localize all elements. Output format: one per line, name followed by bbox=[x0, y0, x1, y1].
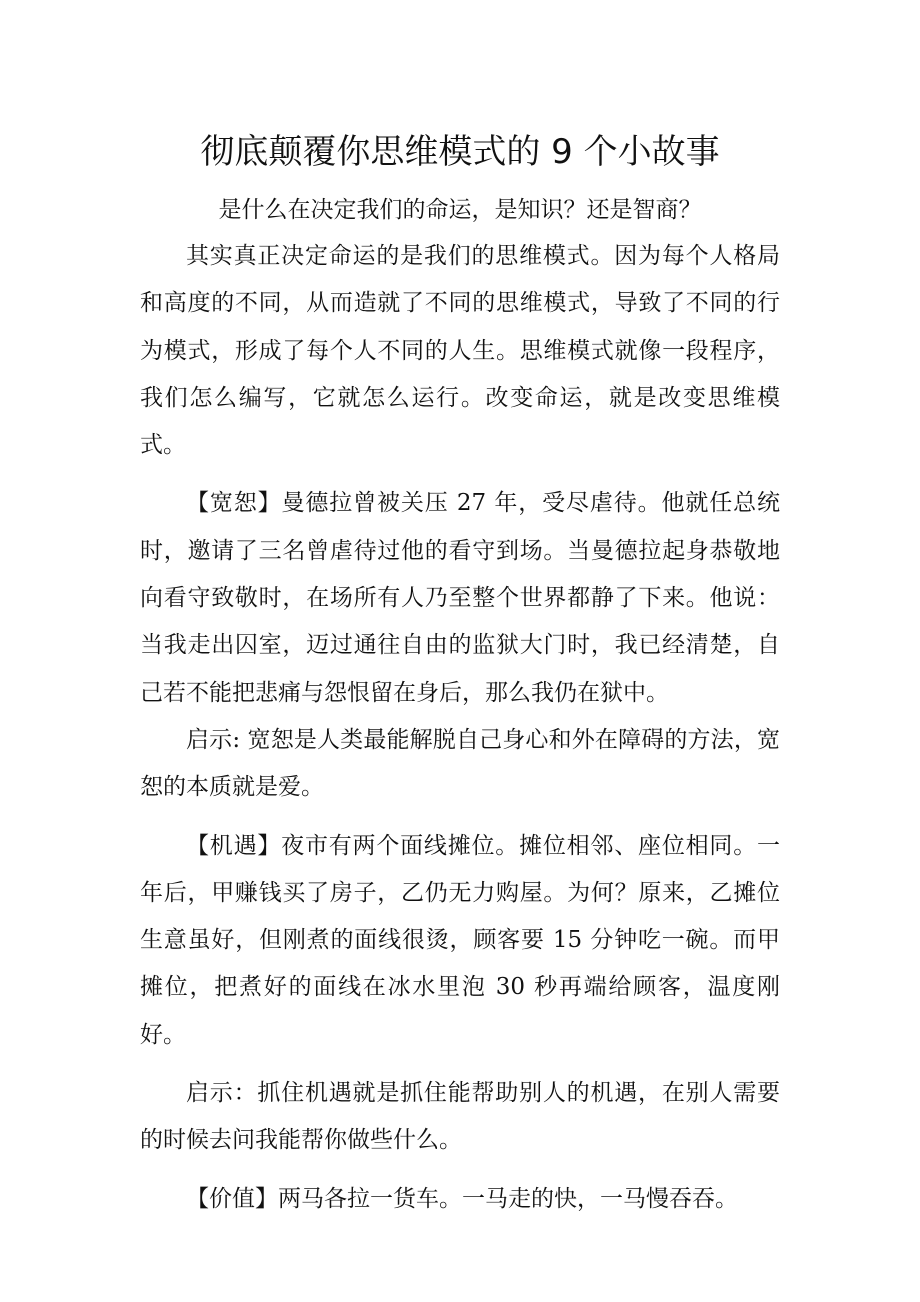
document-body bbox=[140, 233, 780, 1223]
paragraph-opportunity-lesson: 启示：抓住机遇就是抓住能帮助别人的机遇，在别人需要的时候去问我能帮你做些什么。 bbox=[140, 1080, 780, 1154]
paragraph-forgiveness-story: 【宽恕】曼德拉曾被关压 27 年，受尽虐待。他就任总统时，邀请了三名曾虐待过他的看守到场。当曼德拉起身恭敬地向看守致敬时，在场所有人乃至整个世界都静了下来。他说：当我走出囚室，迈过通往自由的监狱大门时，我已经清楚，自己若不能把悲痛与怨恨留在身后，那么我仍在狱中。 bbox=[140, 490, 780, 706]
document-title: 彻底颠覆你思维模式的 9 个小故事 bbox=[200, 132, 720, 172]
paragraph-forgiveness-lesson: 启示: 宽恕是人类最能解脱自己身心和外在障碍的方法，宽恕的本质就是爱。 bbox=[140, 726, 780, 801]
paragraph-value-story: 【价值】两马各拉一货车。一马走的快，一马慢吞吞。 bbox=[186, 1185, 738, 1212]
document-subtitle: 是什么在决定我们的命运，是知识？还是智商？ bbox=[218, 197, 702, 223]
paragraph-intro: 其实真正决定命运的是我们的思维模式。因为每个人格局和高度的不同，从而造就了不同的思维模式，导致了不同的行为模式，形成了每个人不同的人生。思维模式就像一段程序，我们怎么编写，它就怎么运行。改变命运，就是改变思维模式。 bbox=[140, 243, 780, 459]
paragraph-opportunity-story: 【机遇】夜市有两个面线摊位。摊位相邻、座位相同。一年后，甲赚钱买了房子，乙仍无力购屋。为何？原来，乙摊位生意虽好，但刚煮的面线很烫，顾客要 15 分钟吃一碗。而甲摊位，把煮好的面线在冰水里泡 30 秒再端给顾客，温度刚好。 bbox=[140, 832, 780, 1048]
